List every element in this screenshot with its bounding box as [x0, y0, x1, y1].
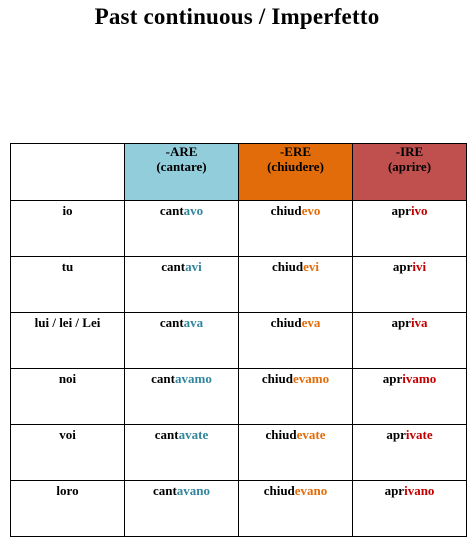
conjugation-cell-ire: [353, 201, 467, 257]
pronoun-label: loro: [56, 483, 79, 498]
verb-stem: chiud: [270, 315, 302, 330]
pronoun-label: lui / lei / Lei: [34, 315, 101, 330]
verb-ending: iva: [410, 315, 428, 330]
verb-stem: cant: [159, 315, 184, 330]
verb-stem: cant: [151, 371, 175, 386]
verb-stem: apr: [391, 315, 411, 330]
header-are-verb: (cantare): [156, 159, 207, 174]
conjugation-cell-are: [125, 369, 239, 425]
conjugation-cell-ere: [239, 369, 353, 425]
conjugation-cell-ere: [239, 481, 353, 537]
pronoun-label: noi: [58, 371, 77, 386]
pronoun-cell: [11, 481, 125, 537]
header-ire-suffix: -IRE: [395, 144, 424, 159]
verb-stem: apr: [382, 371, 403, 386]
pronoun-label: tu: [61, 259, 74, 274]
verb-ending: eva: [301, 315, 321, 330]
verb-stem: chiud: [272, 259, 304, 274]
verb-stem: chiud: [265, 427, 297, 442]
pronoun-cell: [11, 201, 125, 257]
verb-ending: evano: [294, 483, 328, 498]
verb-ending: avamo: [175, 371, 212, 386]
verb-ending: avi: [185, 259, 202, 274]
conjugation-cell-are: [125, 425, 239, 481]
table-row: [11, 313, 467, 369]
pronoun-cell: [11, 313, 125, 369]
table-row: [11, 257, 467, 313]
verb-ending: avano: [176, 483, 211, 498]
conjugation-cell-are: [125, 201, 239, 257]
pronoun-label: voi: [59, 427, 76, 442]
verb-stem: cant: [159, 203, 184, 218]
table-row: [11, 201, 467, 257]
pronoun-label: io: [62, 203, 73, 218]
header-are-suffix: -ARE: [165, 144, 198, 159]
header-are: [125, 144, 239, 201]
table-row: [11, 425, 467, 481]
verb-ending: evate: [296, 427, 326, 442]
verb-ending: ivamo: [402, 371, 437, 386]
verb-stem: cant: [161, 259, 186, 274]
conjugation-cell-ire: [353, 369, 467, 425]
verb-ending: ivate: [405, 427, 433, 442]
verb-ending: evo: [301, 203, 321, 218]
verb-stem: chiud: [263, 483, 295, 498]
header-ere: [239, 144, 353, 201]
verb-stem: cant: [154, 427, 179, 442]
header-ire-verb: (aprire): [387, 159, 432, 174]
verb-ending: ava: [183, 315, 204, 330]
verb-stem: chiud: [261, 371, 293, 386]
verb-ending: ivi: [412, 259, 427, 274]
verb-stem: apr: [392, 259, 413, 274]
verb-ending: evamo: [292, 371, 330, 386]
conjugation-cell-ire: [353, 257, 467, 313]
conjugation-cell-are: [125, 257, 239, 313]
verb-stem: apr: [386, 427, 406, 442]
verb-stem: apr: [391, 203, 411, 218]
conjugation-table: [10, 143, 467, 537]
verb-stem: apr: [384, 483, 405, 498]
header-row: [11, 144, 467, 201]
verb-stem: chiud: [270, 203, 302, 218]
verb-ending: ivo: [410, 203, 428, 218]
corner-cell: [11, 144, 125, 201]
header-ere-verb: (chiudere): [267, 159, 324, 174]
conjugation-cell-are: [125, 313, 239, 369]
pronoun-cell: [11, 257, 125, 313]
conjugation-cell-ire: [353, 481, 467, 537]
header-ere-suffix: -ERE: [279, 144, 312, 159]
verb-ending: avo: [183, 203, 204, 218]
verb-ending: ivano: [404, 483, 435, 498]
conjugation-cell-ire: [353, 425, 467, 481]
conjugation-cell-ere: [239, 201, 353, 257]
table-row: [11, 369, 467, 425]
conjugation-cell-ere: [239, 257, 353, 313]
conjugation-cell-ire: [353, 313, 467, 369]
verb-ending: evi: [303, 259, 319, 274]
header-ire: [353, 144, 467, 201]
conjugation-cell-ere: [239, 425, 353, 481]
verb-ending: avate: [178, 427, 209, 442]
conjugation-cell-are: [125, 481, 239, 537]
page-title: Past continuous / Imperfetto: [94, 4, 380, 29]
table-row: [11, 481, 467, 537]
verb-stem: cant: [152, 483, 177, 498]
pronoun-cell: [11, 425, 125, 481]
conjugation-cell-ere: [239, 313, 353, 369]
pronoun-cell: [11, 369, 125, 425]
